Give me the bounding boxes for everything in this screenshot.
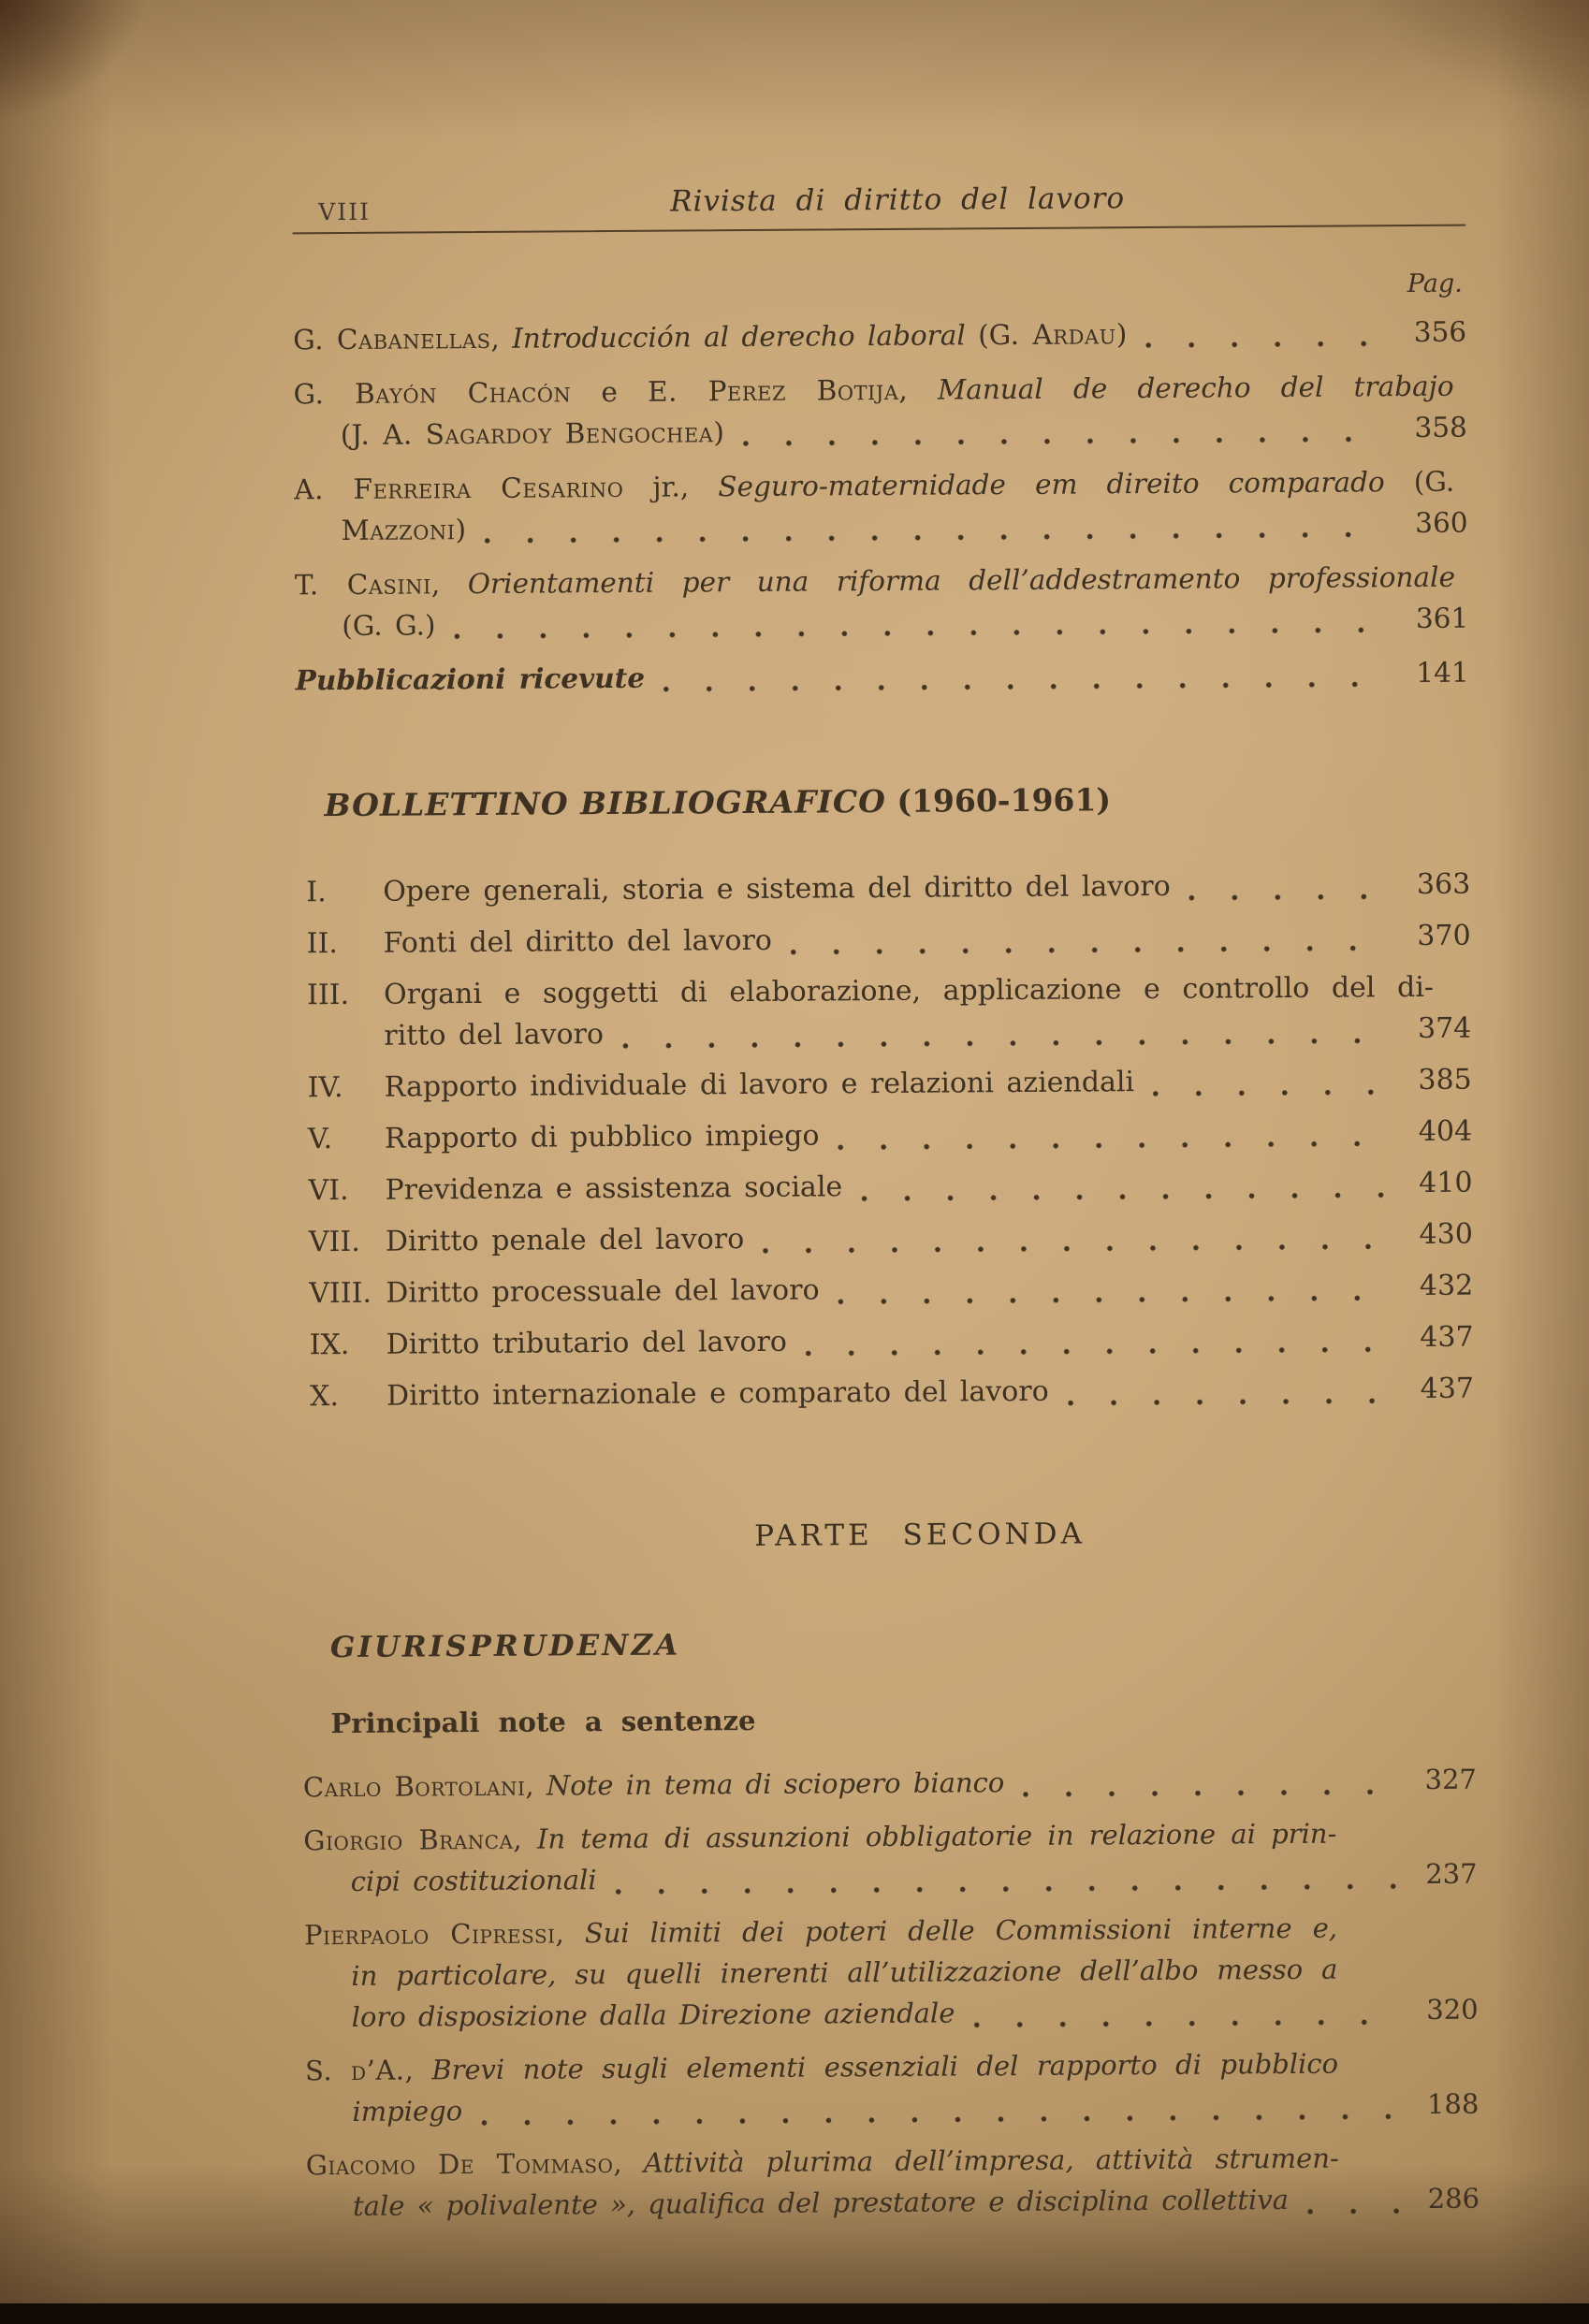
dot-leader — [455, 627, 1389, 639]
text-segment: In tema di assunzioni obbligatorie in relazione ai prin- — [536, 1817, 1337, 1855]
entry-line — [353, 2179, 1480, 2228]
text-segment: T. Casini — [294, 568, 431, 602]
text-segment: A. Ferreira Cesarino — [294, 471, 624, 506]
bibliography-row — [308, 1111, 1472, 1161]
entry-text — [351, 1860, 597, 1902]
text-segment: Diritto penale del lavoro — [385, 1223, 745, 1258]
bibliography-row — [308, 1163, 1472, 1213]
entry-line — [384, 967, 1471, 1016]
bibliography-row — [307, 967, 1472, 1058]
note-a-sentenze-heading: Principali note a sentenze — [330, 1704, 756, 1740]
page-number: 237 — [1425, 1857, 1478, 1890]
text-segment: e — [571, 375, 649, 409]
dot-leader — [973, 2019, 1397, 2027]
dot-leader — [481, 2113, 1398, 2126]
page-number: 432 — [1419, 1269, 1474, 1302]
entry-text — [342, 604, 435, 646]
text-segment: ritto del lavoro — [384, 1018, 605, 1053]
entry-line — [352, 1990, 1479, 2039]
giurisprudenza-list — [303, 1760, 1480, 2229]
text-segment: Manual de derecho del trabajo — [937, 370, 1454, 406]
page-number: 404 — [1418, 1114, 1473, 1148]
page-number: 437 — [1420, 1320, 1474, 1354]
entry-line — [341, 407, 1467, 456]
text-segment: G. Ardau — [988, 318, 1116, 352]
text-segment: jr., — [623, 471, 719, 503]
text-segment: S. d’A. — [304, 2054, 405, 2087]
entry-line — [385, 1060, 1472, 1109]
text-segment: Introducción al derecho laboral — [512, 319, 966, 355]
page-number: 430 — [1419, 1217, 1473, 1251]
bibliography-row — [306, 864, 1470, 914]
entry-line — [342, 598, 1468, 646]
toc-entry — [304, 1908, 1479, 2040]
entry-line — [295, 557, 1468, 606]
roman-numeral: IV. — [307, 1071, 343, 1105]
reviews-list — [293, 312, 1469, 702]
entry-line — [296, 652, 1469, 702]
page-number: 188 — [1426, 2087, 1480, 2120]
entry-text — [385, 1167, 842, 1211]
toc-entry — [294, 461, 1468, 552]
text-segment: ) — [455, 514, 467, 546]
text-segment: ) — [1115, 318, 1128, 351]
roman-numeral: I. — [306, 876, 327, 909]
roman-numeral: VIII. — [309, 1276, 372, 1311]
toc-entry — [305, 2043, 1480, 2134]
text-segment: Giorgio Branca — [303, 1823, 514, 1857]
text-segment: in particolare, su quelli inerenti all’utilizzazione dell’albo messo a — [351, 1953, 1338, 1992]
entry-text — [384, 921, 773, 965]
bibliography-row — [309, 1214, 1473, 1264]
text-segment: Brevi note sugli elementi essenziali del rapporto di pubblico — [431, 2047, 1339, 2086]
text-segment: , — [430, 568, 468, 601]
bibliography-item-text — [385, 1163, 1472, 1212]
page-number: 286 — [1427, 2182, 1480, 2215]
text-segment: Pierpaolo Cipressi — [303, 1917, 556, 1952]
page-number: 358 — [1414, 411, 1467, 444]
text-segment: , — [555, 1917, 585, 1950]
dot-leader — [485, 531, 1388, 544]
bollettino-list — [306, 864, 1474, 1418]
text-segment: , — [525, 1769, 547, 1802]
bollettino-years: (1960-1961) — [885, 781, 1112, 820]
text-segment: Attività plurima dell’impresa, attività strumen- — [643, 2142, 1339, 2179]
dot-leader — [838, 1140, 1392, 1150]
entry-text — [385, 1115, 820, 1159]
entry-line — [341, 502, 1467, 551]
bollettino-heading — [324, 779, 1469, 824]
entry-text — [293, 313, 1127, 360]
toc-entry — [296, 652, 1469, 702]
text-segment: cipi costituzionali — [350, 1864, 597, 1897]
page-content — [292, 180, 1480, 2241]
entry-line — [293, 312, 1466, 361]
text-segment: , — [898, 373, 939, 406]
entry-text — [386, 1372, 1049, 1417]
entry-text — [296, 658, 646, 702]
giurisprudenza-heading: GIURISPRUDENZA — [329, 1628, 681, 1665]
page-number: 374 — [1417, 1011, 1472, 1045]
dot-leader — [1153, 1089, 1392, 1097]
bibliography-item-text — [386, 1317, 1474, 1366]
entry-line — [386, 1369, 1474, 1417]
dot-leader — [622, 1038, 1391, 1049]
text-segment: , — [613, 2146, 644, 2180]
dot-leader — [663, 681, 1389, 691]
page-number: 363 — [1416, 867, 1471, 902]
page-number: 410 — [1419, 1166, 1473, 1199]
text-segment: Diritto internazionale e comparato del lavoro — [386, 1374, 1049, 1413]
entry-text — [293, 370, 1453, 411]
entry-text — [384, 1014, 604, 1057]
parte-seconda-heading: PARTE SECONDA — [754, 1517, 1086, 1553]
text-segment: Opere generali, storia e sistema del diritto del lavoro — [383, 869, 1171, 908]
entry-text — [386, 1322, 788, 1366]
text-segment: Previdenza e assistenza sociale — [385, 1170, 843, 1207]
bibliography-item-text — [384, 916, 1471, 965]
bibliography-item-text — [386, 1266, 1473, 1315]
entry-line — [386, 1317, 1474, 1366]
dot-leader — [1145, 341, 1386, 348]
text-segment: ( — [965, 319, 989, 352]
entry-line — [294, 461, 1467, 511]
text-segment: impiego — [352, 2095, 463, 2128]
entry-text — [305, 2048, 1338, 2087]
text-segment: G. Bayón Chacón — [293, 376, 572, 411]
text-segment: Carlo Bortolani — [302, 1769, 526, 1804]
toc-entry — [303, 1760, 1477, 1809]
bibliography-item-text — [385, 1060, 1472, 1109]
entry-line — [384, 1009, 1471, 1057]
bibliography-row — [310, 1317, 1474, 1367]
entry-line — [293, 366, 1466, 415]
pag-column-label: Pag. — [1407, 269, 1463, 299]
text-segment: Rapporto di pubblico impiego — [384, 1119, 820, 1155]
text-segment: G. Cabanellas — [293, 322, 491, 356]
page-number: 327 — [1424, 1763, 1478, 1795]
bibliography-row — [307, 916, 1471, 966]
toc-entry — [295, 557, 1469, 647]
entry-line — [385, 1163, 1472, 1212]
entry-text — [386, 1219, 745, 1263]
text-segment: Diritto tributario del lavoro — [386, 1325, 788, 1361]
text-segment: loro disposizione dalla Direzione aziendale — [351, 1997, 955, 2033]
dot-leader — [1189, 893, 1391, 900]
page-number: 360 — [1415, 506, 1468, 540]
entry-text — [295, 561, 1455, 602]
text-segment: Orientamenti per una riforma dell’addestramento professionale — [467, 560, 1456, 601]
entry-text — [306, 2142, 1339, 2182]
dot-leader — [838, 1295, 1393, 1304]
dot-leader — [1023, 1789, 1396, 1797]
bibliography-item-text — [386, 1369, 1474, 1417]
text-segment: Giacomo De Tommaso — [305, 2147, 614, 2182]
entry-line — [384, 916, 1471, 965]
page-number: 385 — [1418, 1063, 1472, 1097]
dot-leader — [861, 1192, 1392, 1201]
dot-leader — [763, 1243, 1392, 1254]
page-number: 361 — [1415, 602, 1469, 635]
text-segment: ) — [713, 416, 725, 449]
entry-text — [352, 2091, 462, 2132]
roman-numeral: II. — [306, 927, 339, 961]
bibliography-row — [310, 1369, 1474, 1418]
roman-numeral: X. — [309, 1380, 340, 1414]
text-segment: Seguro-maternidade em direito comparado — [718, 466, 1385, 503]
dot-leader — [806, 1346, 1393, 1356]
bibliography-item-text — [384, 967, 1472, 1057]
text-segment: E. Perez Botija — [647, 373, 899, 408]
roman-numeral: IX. — [309, 1328, 350, 1362]
entry-line — [386, 1214, 1473, 1263]
entry-text — [384, 971, 1434, 1011]
text-segment: Diritto processuale del lavoro — [386, 1273, 820, 1310]
entry-line — [386, 1266, 1473, 1315]
page-header — [292, 180, 1465, 235]
header-rule — [292, 225, 1465, 235]
text-segment: , — [490, 322, 513, 355]
entry-line — [351, 1854, 1478, 1903]
entry-line — [383, 864, 1470, 913]
entry-text — [303, 1763, 1005, 1808]
roman-numeral: VI. — [308, 1173, 349, 1208]
bollettino-title: BOLLETTINO BIBLIOGRAFICO — [324, 782, 887, 824]
text-segment: (G. — [1384, 465, 1455, 499]
entry-text — [304, 1912, 1337, 1952]
bibliography-row — [309, 1266, 1473, 1315]
toc-entry — [303, 1813, 1478, 1904]
bibliography-item-text — [385, 1111, 1472, 1160]
text-segment: (G. G.) — [342, 609, 436, 643]
toc-entry — [293, 366, 1467, 457]
text-segment: , — [513, 1823, 538, 1855]
page-number: 437 — [1420, 1372, 1475, 1405]
entry-text — [341, 412, 724, 456]
roman-numeral: V. — [307, 1123, 333, 1156]
toc-entry — [293, 312, 1466, 361]
dot-leader — [1307, 2208, 1399, 2215]
text-segment: Rapporto individuale di lavoro e relazioni aziendali — [384, 1066, 1135, 1104]
text-segment: Organi e soggetti di elaborazione, applicazione e controllo del di- — [383, 970, 1435, 1011]
text-segment: tale « polivalente », qualifica del prestatore e disciplina collettiva — [352, 2183, 1290, 2222]
dot-leader — [1068, 1398, 1393, 1405]
bibliography-item-text — [386, 1214, 1473, 1263]
dot-leader — [791, 945, 1391, 954]
bibliography-row — [308, 1060, 1472, 1110]
entry-line — [385, 1111, 1472, 1160]
text-segment: J. A. Sagardoy Bengochea — [351, 416, 714, 451]
entry-line — [303, 1760, 1477, 1809]
dot-leader — [616, 1883, 1397, 1895]
running-title: Rivista di diritto del lavoro — [670, 182, 1126, 219]
text-segment: ( — [340, 418, 352, 452]
dot-leader — [743, 436, 1387, 446]
bibliography-item-text — [383, 864, 1470, 913]
entry-text — [385, 1062, 1135, 1109]
folio-number: VIII — [318, 197, 371, 226]
entry-text — [352, 1993, 955, 2038]
toc-entry — [306, 2138, 1480, 2229]
text-segment: Mazzoni — [341, 514, 456, 547]
page-number: 141 — [1416, 656, 1469, 690]
entry-text — [294, 466, 1454, 506]
text-segment: Pubblicazioni ricevute — [295, 661, 646, 697]
roman-numeral: VII. — [308, 1225, 360, 1259]
text-segment: Note in tema di sciopero bianco — [546, 1766, 1005, 1802]
text-segment: Sui limiti dei poteri delle Commissioni interne e, — [584, 1911, 1338, 1950]
entry-text — [341, 509, 466, 551]
page-number: 370 — [1417, 919, 1471, 953]
entry-text — [353, 2180, 1289, 2227]
entry-text — [386, 1270, 820, 1314]
roman-numeral: III. — [306, 978, 350, 1012]
page-number: 356 — [1413, 315, 1467, 349]
entry-text — [351, 1954, 1337, 1992]
entry-text — [383, 866, 1171, 913]
entry-line — [352, 2084, 1479, 2133]
text-segment: Fonti del diritto del lavoro — [383, 923, 773, 960]
entry-text — [303, 1818, 1336, 1857]
page-number: 320 — [1426, 1993, 1479, 2026]
text-segment: , — [404, 2054, 432, 2086]
